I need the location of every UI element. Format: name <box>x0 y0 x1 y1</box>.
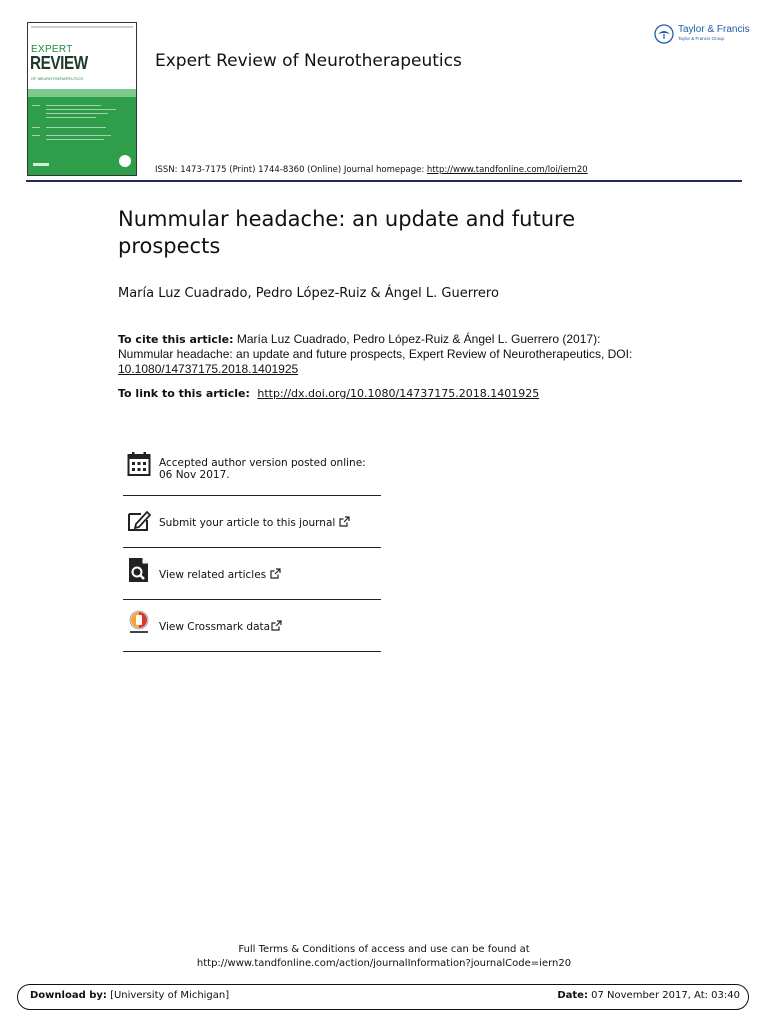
cover-green-panel <box>28 97 136 175</box>
download-by <box>30 990 229 1001</box>
download-date-label: Date: <box>557 990 588 1001</box>
external-link-icon <box>339 516 350 527</box>
related-articles-label: View related articles <box>159 569 267 581</box>
journal-title[interactable]: Expert Review of Neurotherapeutics <box>155 51 462 71</box>
download-by-label: Download by: <box>30 990 107 1001</box>
journal-cover-image <box>27 22 137 176</box>
download-date <box>557 990 740 1001</box>
crossmark-icon <box>127 610 151 636</box>
crossmark-data-link[interactable] <box>159 620 379 633</box>
issn-text: ISSN: 1473-7175 (Print) 1744-8360 (Online) Journal homepage: <box>155 165 427 175</box>
accepted-date-text: Accepted author version posted online: 06 Nov 2017. <box>159 457 366 481</box>
citation-block <box>118 332 658 377</box>
calendar-icon <box>127 451 151 477</box>
issn-line <box>155 165 588 175</box>
cover-expert-text: EXPERT <box>31 44 73 55</box>
list-item-submit[interactable] <box>123 496 381 548</box>
download-info-bar <box>17 984 749 1010</box>
download-by-value: [University of Michigan] <box>106 990 230 1001</box>
related-articles-link[interactable] <box>159 568 379 581</box>
publisher-name: Taylor & Francis <box>678 24 750 35</box>
external-link-icon <box>270 568 281 579</box>
publisher-group: Taylor & Francis Group <box>678 36 725 41</box>
header-divider <box>26 180 742 182</box>
citation-doi-link[interactable]: 10.1080/14737175.2018.1401925 <box>118 362 299 376</box>
external-link-icon <box>271 620 282 631</box>
cover-circle-mark <box>119 155 131 167</box>
cover-subtitle: OF NEUROTHERAPEUTICS <box>31 76 84 81</box>
list-item-related[interactable] <box>123 548 381 600</box>
list-item-accepted <box>123 441 381 496</box>
journal-homepage-link[interactable]: http://www.tandfonline.com/loi/iern20 <box>426 165 588 175</box>
article-title: Nummular headache: an update and future prospects <box>118 207 576 258</box>
article-actions-list <box>123 441 381 652</box>
citation-text: María Luz Cuadrado, Pedro López-Ruiz & Ángel L. Guerrero (2017): Nummular headache: an update and future prospects, Expert Review of Neurotherapeutics, DOI: <box>118 332 633 361</box>
document-search-icon <box>127 557 151 583</box>
article-link-block <box>118 387 539 400</box>
citation-label: To cite this article: <box>118 333 234 346</box>
article-authors: María Luz Cuadrado, Pedro López-Ruiz & Ángel L. Guerrero <box>118 286 499 301</box>
article-doi-link[interactable]: http://dx.doi.org/10.1080/14737175.2018.1401925 <box>257 387 540 400</box>
cover-publisher-mark <box>33 163 49 166</box>
link-label: To link to this article: <box>118 387 250 400</box>
cover-band <box>28 89 136 97</box>
edit-icon <box>127 508 151 534</box>
publisher-logo[interactable] <box>654 22 750 48</box>
submit-article-label: Submit your article to this journal <box>159 517 336 529</box>
cover-review-text: REVIEW <box>30 53 88 73</box>
crossmark-label: View Crossmark data <box>159 621 271 633</box>
terms-url[interactable]: http://www.tandfonline.com/action/journalInformation?journalCode=iern20 <box>196 958 572 969</box>
list-item-crossmark[interactable] <box>123 600 381 652</box>
submit-article-link[interactable] <box>159 516 379 529</box>
terms-line-1: Full Terms & Conditions of access and use can be found at <box>238 944 530 955</box>
cover-header-strip <box>31 26 133 28</box>
tf-logo-icon <box>654 24 674 44</box>
terms-notice <box>0 943 768 971</box>
download-date-value: 07 November 2017, At: 03:40 <box>587 990 740 1001</box>
